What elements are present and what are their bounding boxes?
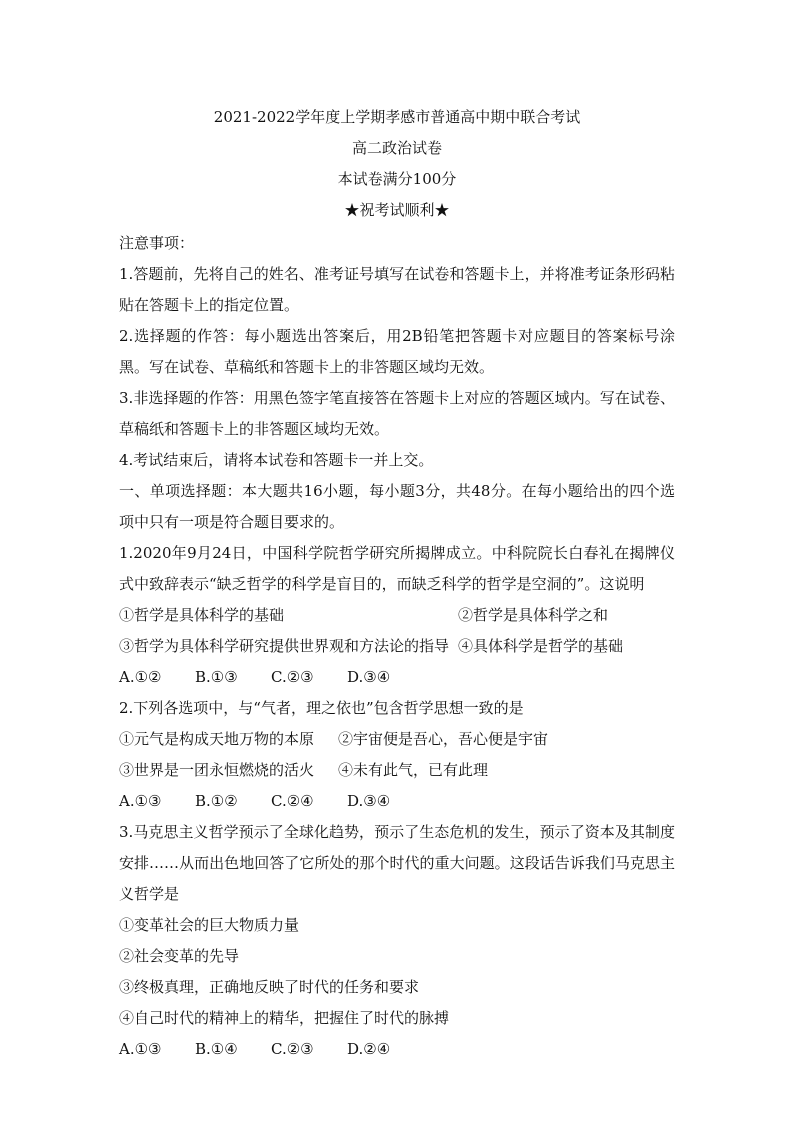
question-2-option-1: ①元气是构成天地万物的本原 [119, 730, 315, 748]
notice-item-3: 3.非选择题的作答：用黑色签字笔直接答在答题卡上对应的答题区域内。写在试卷、草稿纸和答题卡上的非答题区域均无效。 [119, 389, 675, 438]
question-1-options-row-1 [119, 600, 675, 631]
question-1-answer-b: B.①③ [195, 668, 238, 686]
question-1-option-2: ②哲学是具体科学之和 [458, 606, 609, 624]
notice-item-2: 2.选择题的作答：每小题选出答案后，用2B铅笔把答题卡对应题目的答案标号涂黑。写在试卷、草稿纸和答题卡上的非答题区域均无效。 [119, 327, 675, 376]
question-1-answer-c: C.②③ [271, 668, 314, 686]
question-1-options-row-2 [119, 631, 675, 662]
exam-score-note: 本试卷满分100分 [337, 170, 457, 188]
question-2-options-row-2 [119, 755, 675, 786]
notice-item-4: 4.考试结束后，请将本试卷和答题卡一并上交。 [119, 451, 434, 469]
question-3-answers [119, 1034, 675, 1065]
question-3-option-2: ②社会变革的先导 [119, 947, 240, 965]
question-3-option-4: ④自己时代的精神上的精华，把握住了时代的脉搏 [119, 1009, 450, 1027]
question-2-answer-c: C.②④ [271, 792, 314, 810]
question-2-answer-b: B.①② [195, 792, 238, 810]
question-2-option-3: ③世界是一团永恒燃烧的活火 [119, 761, 315, 779]
exam-body [119, 228, 675, 1065]
question-2-option-2: ②宇宙便是吾心，吾心便是宇宙 [338, 730, 549, 748]
section-1-intro: 一、单项选择题：本大题共16小题，每小题3分，共48分。在每小题给出的四个选项中只有一项是符合题目要求的。 [119, 482, 675, 531]
question-3-answer-b: B.①④ [195, 1040, 238, 1058]
question-2-option-4: ④未有此气，已有此理 [338, 761, 489, 779]
question-2-stem: 2.下列各选项中，与“气者，理之依也”包含哲学思想一致的是 [119, 699, 524, 717]
question-3-option-1: ①变革社会的巨大物质力量 [119, 916, 300, 934]
question-2-answer-a: A.①③ [119, 792, 162, 810]
question-1-option-3: ③哲学为具体科学研究提供世界观和方法论的指导 [119, 637, 450, 655]
question-1-answer-a: A.①② [119, 668, 162, 686]
question-1-option-4: ④具体科学是哲学的基础 [458, 637, 624, 655]
exam-wish: ★祝考试顺利★ [344, 201, 450, 219]
question-2-options-row-1 [119, 724, 675, 755]
question-2-answer-d: D.③④ [347, 792, 391, 810]
question-1-stem: 1.2020年9月24日，中国科学院哲学研究所揭牌成立。中科院院长白春礼在揭牌仪式中致辞表示“缺乏哲学的科学是盲目的，而缺乏科学的哲学是空洞的”。这说明 [119, 544, 675, 593]
question-2-answers [119, 786, 675, 817]
question-3-answer-a: A.①③ [119, 1040, 162, 1058]
question-1-answer-d: D.③④ [347, 668, 391, 686]
exam-title: 2021-2022学年度上学期孝感市普通高中期中联合考试 [213, 108, 581, 126]
exam-header [119, 102, 675, 226]
notice-item-1: 1.答题前，先将自己的姓名、准考证号填写在试卷和答题卡上，并将准考证条形码粘贴在答题卡上的指定位置。 [119, 265, 675, 314]
notice-title: 注意事项： [119, 234, 195, 252]
question-1-option-1: ①哲学是具体科学的基础 [119, 606, 285, 624]
question-1-answers [119, 662, 675, 693]
question-3-stem: 3.马克思主义哲学预示了全球化趋势，预示了生态危机的发生，预示了资本及其制度安排……从而出色地回答了它所处的那个时代的重大问题。这段话告诉我们马克思主义哲学是 [119, 823, 675, 903]
question-3-answer-d: D.②④ [347, 1040, 391, 1058]
question-3-answer-c: C.②③ [271, 1040, 314, 1058]
question-3-option-3: ③终极真理，正确地反映了时代的任务和要求 [119, 978, 420, 996]
exam-subject: 高二政治试卷 [351, 139, 442, 157]
